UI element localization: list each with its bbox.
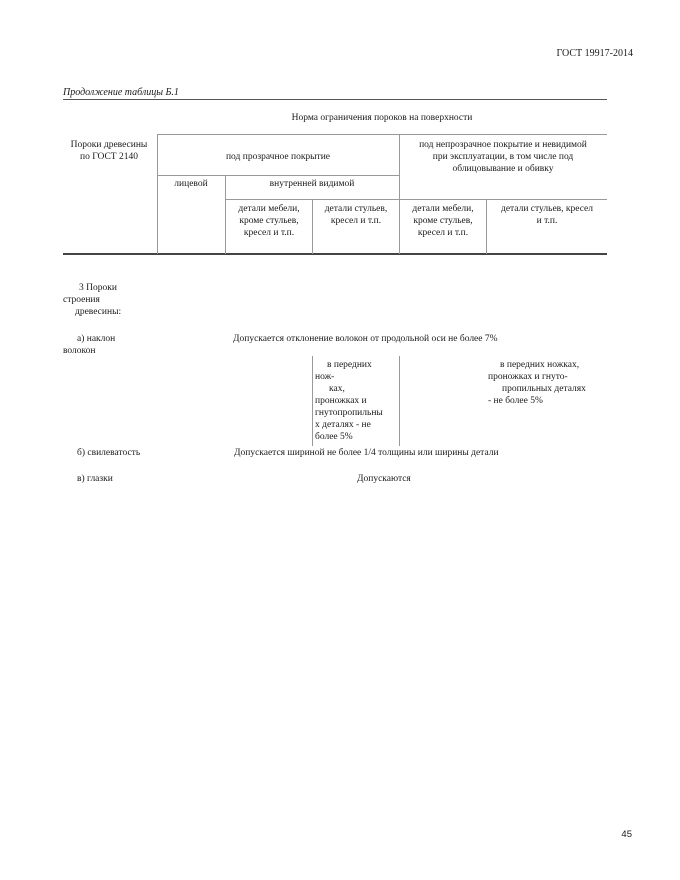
slope-of-grain-norm: Допускается отклонение волокон от продольной оси не более 7% (233, 334, 498, 344)
norm-title: Норма ограничения пороков на поверхности (291, 113, 473, 123)
section-title: 3 Пороки строения древесины: (63, 283, 122, 317)
chair-parts-header-2: детали стульев, кресел и т.п. (500, 204, 594, 226)
transparent-coating-header: под прозрачное покрытие (225, 152, 331, 162)
eyes-label: в) глазки (77, 474, 113, 484)
slope-opaque-chair-parts-norm: в передних ножках, проножках и гнуто- пропильных деталях - не более 5% (488, 360, 586, 406)
inner-visible-header: внутренней видимой (269, 179, 355, 189)
inner-rule (225, 199, 607, 200)
table-head-bottom-rule (63, 253, 607, 255)
page-number: 45 (621, 829, 632, 840)
chair-parts-header-1: детали стульев, кресел и т.п. (324, 204, 388, 226)
face-surface-header: лицевой (174, 179, 208, 189)
furniture-parts-header-2: детали мебели, кроме стульев, кресел и т.п. (412, 204, 474, 238)
opaque-coating-header: под непрозрачное покрытие и невидимой при эксплуатации, в том числе под облицовывание и обивку (419, 140, 587, 174)
defects-column-header: Пороки древесины по ГОСТ 2140 (70, 140, 148, 162)
table-continuation: Продолжение таблицы Б.1 (63, 87, 179, 98)
eyes-norm: Допускаются (357, 474, 411, 484)
curl-norm: Допускается шириной не более 1/4 толщины или ширины детали (234, 448, 499, 458)
slope-of-grain-label: а) наклон волокон (63, 334, 116, 356)
furniture-parts-header-1: детали мебели, кроме стульев, кресел и т.п. (238, 204, 300, 238)
norm-title-rule (157, 134, 607, 135)
curl-label: б) свилеватость (77, 448, 141, 458)
table-top-rule (63, 99, 607, 100)
standard-number: ГОСТ 19917-2014 (556, 48, 633, 59)
slope-chair-parts-norm: в передних нож- ках, проножках и гнутопропильны х деталях - не более 5% (315, 360, 383, 442)
slope-sub-left-rule (312, 356, 313, 446)
slope-sub-right-rule (399, 356, 400, 446)
subheader-rule (157, 175, 399, 176)
